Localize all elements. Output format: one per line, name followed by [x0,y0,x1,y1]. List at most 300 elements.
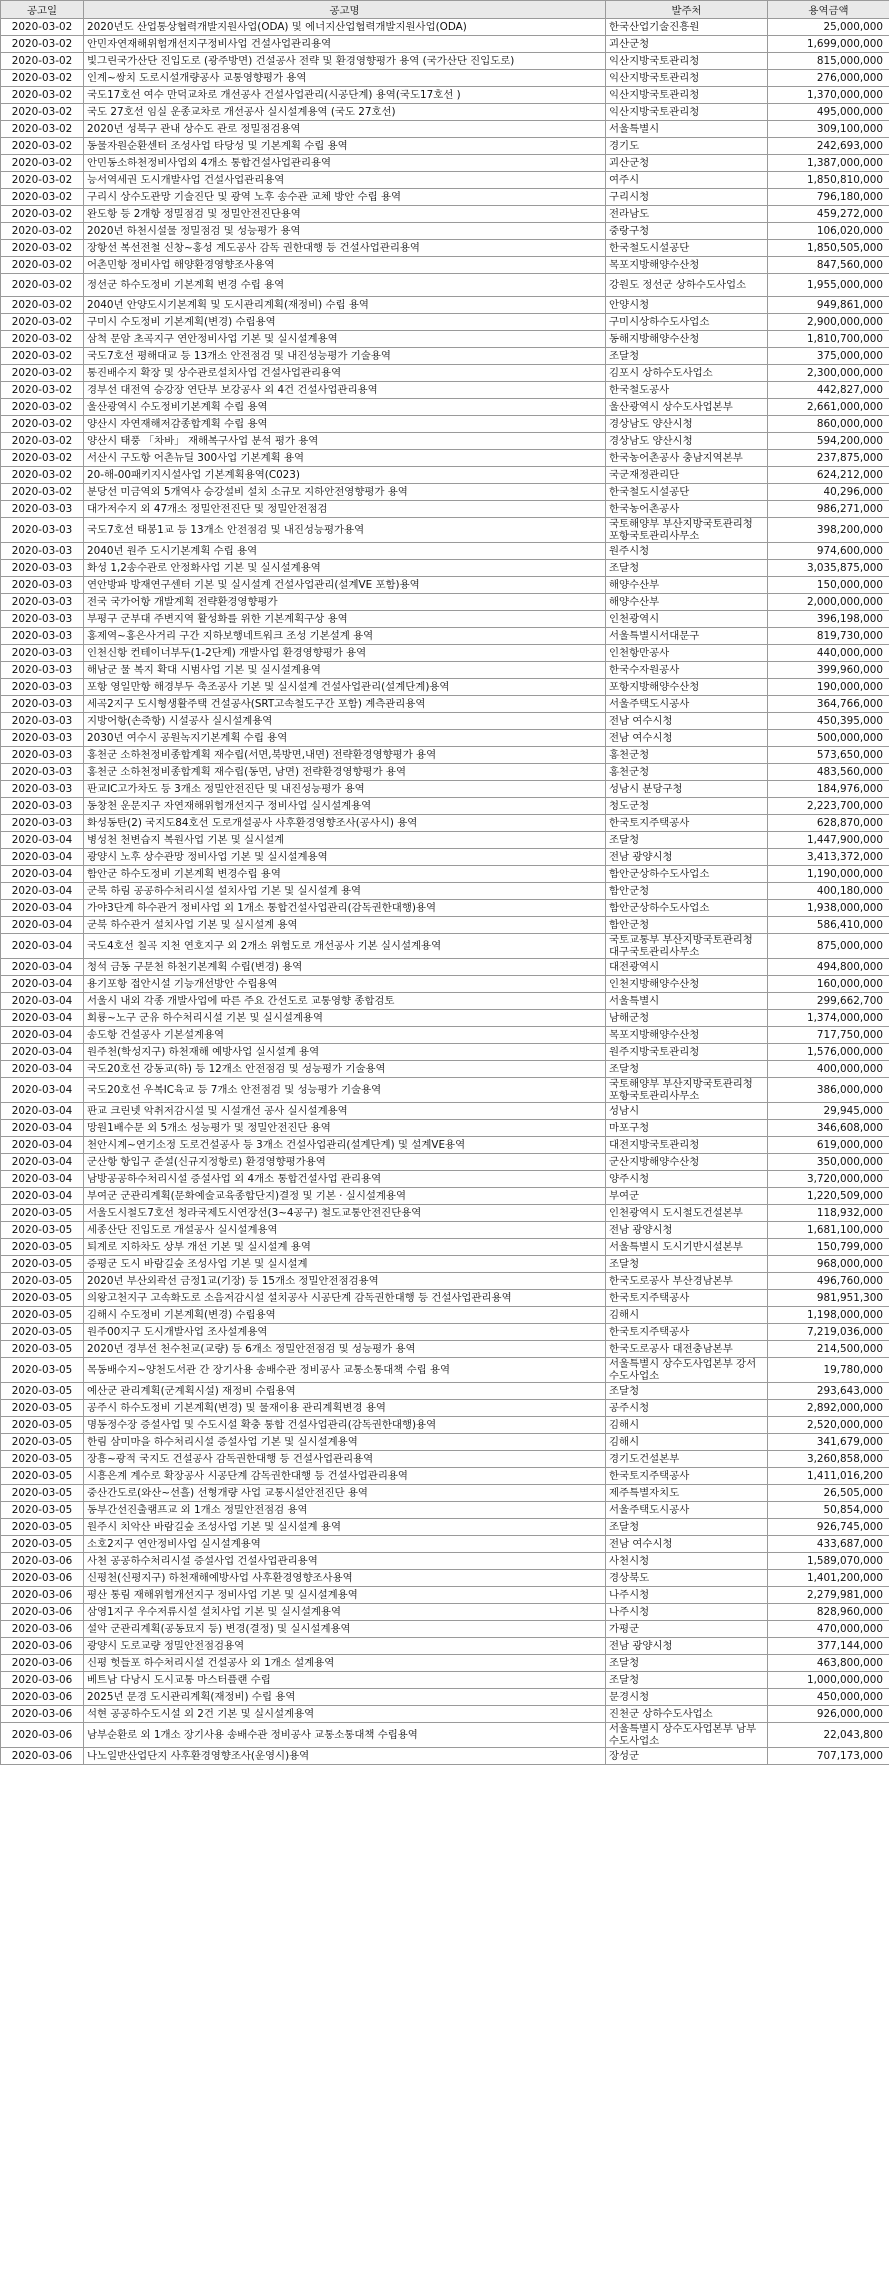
cell-title: 삼척 문암 초곡지구 연안정비사업 기본 및 실시설계용역 [84,331,606,348]
cell-title: 설악 군관리계획(공동묘지 등) 변경(결정) 및 실시설계용역 [84,1621,606,1638]
cell-client: 서울특별시 도시기반시설본부 [606,1239,768,1256]
table-row [1,19,889,36]
table-row [1,189,889,206]
table-row [1,1205,889,1222]
cell-date: 2020-03-05 [1,1256,84,1273]
cell-amount: 1,850,810,000 [768,172,889,189]
cell-title: 전국 국가어항 개발계획 전략환경영향평가 [84,594,606,611]
table-row [1,501,889,518]
cell-date: 2020-03-04 [1,959,84,976]
table-row [1,849,889,866]
cell-date: 2020-03-02 [1,206,84,223]
cell-client: 조달청 [606,1383,768,1400]
cell-amount: 495,000,000 [768,104,889,121]
table-row [1,1010,889,1027]
cell-title: 세곡2지구 도시형생활주택 건설공사(SRT고속철도구간 포함) 계측관리용역 [84,696,606,713]
cell-client: 조달청 [606,1655,768,1672]
cell-amount: 847,560,000 [768,257,889,274]
header-client: 발주처 [606,1,768,19]
cell-client: 원주지방국토관리청 [606,1044,768,1061]
table-row [1,1434,889,1451]
cell-amount: 450,395,000 [768,713,889,730]
cell-title: 부평구 군부대 주변지역 활성화를 위한 기본계획구상 용역 [84,611,606,628]
cell-date: 2020-03-06 [1,1587,84,1604]
cell-date: 2020-03-04 [1,866,84,883]
cell-title: 20-해-00패키지시설사업 기본계획용역(C023) [84,467,606,484]
cell-amount: 3,413,372,000 [768,849,889,866]
cell-date: 2020-03-02 [1,138,84,155]
cell-amount: 276,000,000 [768,70,889,87]
table-row [1,976,889,993]
cell-client: 원주시청 [606,543,768,560]
table-row [1,467,889,484]
cell-title: 장항선 복선전철 신창~홍성 계도공사 감독 권한대행 등 건설사업관리용역 [84,240,606,257]
cell-amount: 309,100,000 [768,121,889,138]
table-row [1,798,889,815]
cell-title: 동물자원순환센터 조성사업 타당성 및 기본계획 수립 용역 [84,138,606,155]
cell-date: 2020-03-04 [1,1171,84,1188]
cell-client: 대전지방국토관리청 [606,1137,768,1154]
cell-title: 홍천군 소하천정비종합계획 재수립(동면, 남면) 전략환경영향평가 용역 [84,764,606,781]
cell-date: 2020-03-02 [1,70,84,87]
cell-date: 2020-03-02 [1,172,84,189]
cell-client: 구미시상하수도사업소 [606,314,768,331]
cell-amount: 974,600,000 [768,543,889,560]
cell-date: 2020-03-03 [1,696,84,713]
cell-title: 연안방파 방재연구센터 기본 및 실시설계 건설사업관리(설계VE 포함)용역 [84,577,606,594]
cell-title: 회룡~노구 군유 하수처리시설 기본 및 실시설계용역 [84,1010,606,1027]
cell-date: 2020-03-05 [1,1205,84,1222]
cell-amount: 707,173,000 [768,1748,889,1765]
cell-amount: 1,220,509,000 [768,1188,889,1205]
cell-title: 한림 삼미마을 하수처리시설 증설사업 기본 및 실시설계용역 [84,1434,606,1451]
cell-amount: 160,000,000 [768,976,889,993]
cell-date: 2020-03-03 [1,764,84,781]
table-row [1,679,889,696]
table-row [1,155,889,172]
cell-title: 화성동탄(2) 국지도84호선 도로개설공사 사후환경영향조사(공사시) 용역 [84,815,606,832]
cell-client: 서울특별시 [606,121,768,138]
cell-title: 남방공공하수처리시설 증설사업 외 4개소 통합건설사업 관리용역 [84,1171,606,1188]
cell-title: 세종산단 진입도로 개설공사 실시설계용역 [84,1222,606,1239]
cell-title: 구미시 수도정비 기본계획(변경) 수립용역 [84,314,606,331]
table-row [1,121,889,138]
cell-amount: 1,401,200,000 [768,1570,889,1587]
cell-amount: 1,955,000,000 [768,274,889,297]
cell-amount: 1,447,900,000 [768,832,889,849]
cell-title: 평산 통림 재해위험개선지구 정비사업 기본 및 실시설계용역 [84,1587,606,1604]
cell-client: 전남 여수시청 [606,730,768,747]
table-row [1,399,889,416]
cell-date: 2020-03-02 [1,416,84,433]
cell-title: 지방어항(손죽항) 시설공사 실시설계용역 [84,713,606,730]
cell-client: 한국철도시설공단 [606,484,768,501]
cell-client: 괴산군청 [606,36,768,53]
cell-title: 군북 하림 공공하수처리시설 설치사업 기본 및 실시설계 용역 [84,883,606,900]
cell-amount: 586,410,000 [768,917,889,934]
cell-title: 신평천(신평지구) 하천재해예방사업 사후환경영향조사용역 [84,1570,606,1587]
cell-amount: 350,000,000 [768,1154,889,1171]
cell-date: 2020-03-03 [1,713,84,730]
cell-date: 2020-03-02 [1,240,84,257]
cell-client: 서울주택도시공사 [606,696,768,713]
table-row [1,1188,889,1205]
header-title: 공고명 [84,1,606,19]
cell-date: 2020-03-02 [1,155,84,172]
cell-client: 한국도로공사 대전충남본부 [606,1341,768,1358]
cell-amount: 386,000,000 [768,1078,889,1103]
table-row [1,1341,889,1358]
cell-title: 홍제역~홍은사거리 구간 지하보행네트워크 조성 기본설계 용역 [84,628,606,645]
cell-title: 2030년 여수시 공원녹지기본계획 수립 용역 [84,730,606,747]
cell-date: 2020-03-04 [1,832,84,849]
cell-date: 2020-03-05 [1,1222,84,1239]
cell-date: 2020-03-05 [1,1290,84,1307]
table-row [1,1103,889,1120]
cell-amount: 1,000,000,000 [768,1672,889,1689]
table-row [1,1723,889,1748]
cell-date: 2020-03-02 [1,484,84,501]
cell-client: 한국수자원공사 [606,662,768,679]
cell-title: 서울시 내외 각종 개발사업에 따른 주요 간선도로 교통영향 종합검토 [84,993,606,1010]
cell-client: 인천광역시 [606,611,768,628]
cell-client: 여주시 [606,172,768,189]
cell-client: 목포지방해양수산청 [606,257,768,274]
table-row [1,1256,889,1273]
cell-amount: 3,260,858,000 [768,1451,889,1468]
cell-amount: 717,750,000 [768,1027,889,1044]
cell-amount: 375,000,000 [768,348,889,365]
cell-date: 2020-03-03 [1,730,84,747]
cell-amount: 364,766,000 [768,696,889,713]
header-row [1,1,889,19]
cell-client: 한국농어촌공사 [606,501,768,518]
cell-title: 국도17호선 여수 만덕교차로 개선공사 건설사업관리(시공단계) 용역(국도17호선 ) [84,87,606,104]
cell-date: 2020-03-05 [1,1519,84,1536]
cell-title: 김해시 수도정비 기본계획(변경) 수립용역 [84,1307,606,1324]
table-row [1,1239,889,1256]
cell-date: 2020-03-03 [1,628,84,645]
cell-date: 2020-03-02 [1,467,84,484]
cell-client: 군산지방해양수산청 [606,1154,768,1171]
cell-date: 2020-03-02 [1,399,84,416]
cell-date: 2020-03-05 [1,1536,84,1553]
cell-title: 2020년 부산외곽선 금정1교(기장) 등 15개소 정밀안전점검용역 [84,1273,606,1290]
table-row [1,815,889,832]
cell-date: 2020-03-03 [1,781,84,798]
cell-title: 2020년도 산업통상협력개발지원사업(ODA) 및 에너지산업협력개발지원사업(ODA) [84,19,606,36]
cell-client: 인천항만공사 [606,645,768,662]
cell-date: 2020-03-02 [1,104,84,121]
cell-client: 남해군청 [606,1010,768,1027]
cell-amount: 628,870,000 [768,815,889,832]
cell-date: 2020-03-06 [1,1723,84,1748]
cell-title: 국도 27호선 임실 운종교차로 개선공사 실시설계용역 (국도 27호선) [84,104,606,121]
cell-date: 2020-03-05 [1,1434,84,1451]
cell-amount: 442,827,000 [768,382,889,399]
table-row [1,70,889,87]
cell-title: 부여군 군관리계획(문화예술교육종합단지)결정 및 기본 · 실시설계용역 [84,1188,606,1205]
table-row [1,104,889,121]
cell-client: 경상남도 양산시청 [606,416,768,433]
cell-client: 조달청 [606,348,768,365]
table-row [1,900,889,917]
cell-date: 2020-03-04 [1,1103,84,1120]
cell-title: 해남군 물 복지 확대 시범사업 기본 및 실시설계용역 [84,662,606,679]
cell-amount: 1,850,505,000 [768,240,889,257]
cell-amount: 494,800,000 [768,959,889,976]
cell-date: 2020-03-03 [1,560,84,577]
cell-title: 국도7호선 평해대교 등 13개소 안전점검 및 내진성능평가 기술용역 [84,348,606,365]
table-row [1,1061,889,1078]
cell-title: 광양시 도로교량 정밀안전점검용역 [84,1638,606,1655]
cell-title: 포항 영일만항 해경부두 축조공사 기본 및 실시설계 건설사업관리(설계단계)용역 [84,679,606,696]
cell-title: 울산광역시 수도정비기본계획 수립 용역 [84,399,606,416]
cell-amount: 1,938,000,000 [768,900,889,917]
cell-client: 김해시 [606,1307,768,1324]
cell-amount: 19,780,000 [768,1358,889,1383]
cell-title: 시흥은계 계수로 확장공사 시공단계 감독권한대행 등 건설사업관리용역 [84,1468,606,1485]
cell-amount: 2,000,000,000 [768,594,889,611]
table-row [1,611,889,628]
cell-date: 2020-03-04 [1,934,84,959]
cell-date: 2020-03-04 [1,1154,84,1171]
table-row [1,560,889,577]
cell-date: 2020-03-04 [1,849,84,866]
table-row [1,1358,889,1383]
table-row [1,713,889,730]
table-row [1,1748,889,1765]
cell-client: 해양수산부 [606,577,768,594]
table-row [1,696,889,713]
cell-client: 국토해양부 부산지방국토관리청 포항국토관리사무소 [606,1078,768,1103]
cell-date: 2020-03-02 [1,274,84,297]
cell-date: 2020-03-06 [1,1604,84,1621]
cell-amount: 118,932,000 [768,1205,889,1222]
cell-title: 인천신항 컨테이너부두(1-2단계) 개발사업 환경영향평가 용역 [84,645,606,662]
cell-client: 강원도 정선군 상하수도사업소 [606,274,768,297]
cell-title: 홍천군 소하천정비종합계획 재수립(서면,북방면,내면) 전략환경영향평가 용역 [84,747,606,764]
cell-date: 2020-03-03 [1,543,84,560]
cell-date: 2020-03-03 [1,815,84,832]
cell-date: 2020-03-05 [1,1502,84,1519]
cell-title: 사천 공공하수처리시설 증설사업 건설사업관리용역 [84,1553,606,1570]
cell-amount: 459,272,000 [768,206,889,223]
cell-amount: 190,000,000 [768,679,889,696]
cell-amount: 483,560,000 [768,764,889,781]
cell-title: 어촌민항 정비사업 해양환경영향조사용역 [84,257,606,274]
cell-client: 동해지방해양수산청 [606,331,768,348]
cell-title: 화성 1,2송수관로 안정화사업 기본 및 실시설계용역 [84,560,606,577]
table-row [1,1519,889,1536]
cell-date: 2020-03-06 [1,1553,84,1570]
cell-client: 익산지방국토관리청 [606,87,768,104]
cell-amount: 1,411,016,200 [768,1468,889,1485]
table-row [1,365,889,382]
table-row [1,1137,889,1154]
cell-amount: 2,900,000,000 [768,314,889,331]
cell-client: 국토해양부 부산지방국토관리청 포항국토관리사무소 [606,518,768,543]
cell-date: 2020-03-04 [1,1078,84,1103]
cell-title: 서산시 구도항 어촌뉴딜 300사업 기본계획 용역 [84,450,606,467]
cell-client: 경기도 [606,138,768,155]
cell-amount: 7,219,036,000 [768,1324,889,1341]
cell-title: 청석 금동 구문천 하천기본계획 수립(변경) 용역 [84,959,606,976]
cell-client: 서울특별시 상수도사업본부 남부수도사업소 [606,1723,768,1748]
cell-title: 2040년 안양도시기본계획 및 도시관리계획(재정비) 수립 용역 [84,297,606,314]
cell-title: 인계~쌍치 도로시설개량공사 교통영향평가 용역 [84,70,606,87]
cell-amount: 184,976,000 [768,781,889,798]
cell-amount: 926,000,000 [768,1706,889,1723]
cell-client: 경기도건설본부 [606,1451,768,1468]
cell-amount: 237,875,000 [768,450,889,467]
cell-amount: 819,730,000 [768,628,889,645]
cell-title: 베트남 다낭시 도시교통 마스터플랜 수립 [84,1672,606,1689]
table-row [1,1689,889,1706]
cell-title: 2025년 문경 도시관리계획(재정비) 수립 용역 [84,1689,606,1706]
cell-date: 2020-03-04 [1,1044,84,1061]
cell-amount: 463,800,000 [768,1655,889,1672]
cell-date: 2020-03-06 [1,1672,84,1689]
cell-date: 2020-03-02 [1,450,84,467]
cell-amount: 440,000,000 [768,645,889,662]
cell-amount: 399,960,000 [768,662,889,679]
cell-title: 국도7호선 태봉1교 등 13개소 안전점검 및 내진성능평가용역 [84,518,606,543]
cell-client: 한국농어촌공사 충남지역본부 [606,450,768,467]
cell-date: 2020-03-02 [1,223,84,240]
cell-title: 가야3단계 하수관거 정비사업 외 1개소 통합건설사업관리(감독권한대행)용역 [84,900,606,917]
table-row [1,1655,889,1672]
table-row [1,594,889,611]
cell-client: 해양수산부 [606,594,768,611]
table-row [1,1485,889,1502]
table-row [1,1553,889,1570]
table-row [1,883,889,900]
cell-date: 2020-03-06 [1,1570,84,1587]
cell-title: 망원1배수문 외 5개소 성능평가 및 정밀안전진단 용역 [84,1120,606,1137]
cell-title: 목동배수지~양천도서관 간 장기사용 송배수관 정비공사 교통소통대책 수립 용역 [84,1358,606,1383]
table-row [1,934,889,959]
cell-date: 2020-03-02 [1,189,84,206]
cell-amount: 2,279,981,000 [768,1587,889,1604]
cell-title: 장흥~광적 국지도 건설공사 감독권한대행 등 건설사업관리용역 [84,1451,606,1468]
cell-client: 공주시청 [606,1400,768,1417]
cell-title: 완도항 등 2개항 정밀점검 및 정밀안전진단용역 [84,206,606,223]
cell-client: 전남 광양시청 [606,849,768,866]
cell-amount: 981,951,300 [768,1290,889,1307]
cell-client: 진천군 상하수도사업소 [606,1706,768,1723]
cell-title: 의왕고천지구 고속화도로 소음저감시설 설치공사 시공단계 감독권한대행 등 건설사업관리용역 [84,1290,606,1307]
table-row [1,297,889,314]
table-row [1,781,889,798]
table-row [1,450,889,467]
cell-title: 송도항 건설공사 기본설계용역 [84,1027,606,1044]
cell-amount: 1,576,000,000 [768,1044,889,1061]
cell-amount: 106,020,000 [768,223,889,240]
table-row [1,1587,889,1604]
cell-amount: 50,854,000 [768,1502,889,1519]
cell-title: 빛그린국가산단 진입도로 (광주방면) 건설공사 전략 및 환경영향평가 용역 (국가산단 진입도로) [84,53,606,70]
cell-client: 전남 광양시청 [606,1638,768,1655]
cell-date: 2020-03-02 [1,53,84,70]
cell-client: 한국토지주택공사 [606,1324,768,1341]
cell-date: 2020-03-03 [1,662,84,679]
table-row [1,223,889,240]
cell-client: 함안군상하수도사업소 [606,866,768,883]
cell-date: 2020-03-05 [1,1341,84,1358]
cell-client: 포항지방해양수산청 [606,679,768,696]
table-row [1,747,889,764]
cell-title: 함안군 하수도정비 기본계획 변경수립 용역 [84,866,606,883]
cell-date: 2020-03-04 [1,1188,84,1205]
cell-date: 2020-03-04 [1,1061,84,1078]
cell-amount: 496,760,000 [768,1273,889,1290]
cell-client: 울산광역시 상수도사업본부 [606,399,768,416]
table-row [1,1502,889,1519]
cell-amount: 1,681,100,000 [768,1222,889,1239]
table-row [1,87,889,104]
cell-title: 양산시 자연재해저감종합계획 수립 용역 [84,416,606,433]
table-row [1,53,889,70]
table-row [1,1290,889,1307]
cell-title: 남부순환로 외 1개소 장기사용 송배수관 정비공사 교통소통대책 수립용역 [84,1723,606,1748]
cell-title: 예산군 관리계획(군계획시설) 재정비 수립용역 [84,1383,606,1400]
cell-client: 함안군청 [606,917,768,934]
cell-amount: 2,300,000,000 [768,365,889,382]
cell-title: 원주시 치악산 바람길숲 조성사업 기본 및 실시설계 용역 [84,1519,606,1536]
cell-client: 김포시 상하수도사업소 [606,365,768,382]
cell-title: 판교 크린넷 악취저감시설 및 시설개선 공사 실시설계용역 [84,1103,606,1120]
cell-title: 양산시 태풍 「차바」 재해복구사업 분석 평가 용역 [84,433,606,450]
cell-date: 2020-03-02 [1,36,84,53]
table-row [1,832,889,849]
table-row [1,1417,889,1434]
cell-amount: 377,144,000 [768,1638,889,1655]
cell-client: 김해시 [606,1417,768,1434]
cell-date: 2020-03-03 [1,594,84,611]
cell-date: 2020-03-03 [1,577,84,594]
cell-date: 2020-03-02 [1,331,84,348]
cell-amount: 29,945,000 [768,1103,889,1120]
cell-client: 안양시청 [606,297,768,314]
cell-amount: 40,296,000 [768,484,889,501]
cell-title: 천안시계~연기소정 도로건설공사 등 3개소 건설사업관리(설계단계) 및 설계VE용역 [84,1137,606,1154]
cell-title: 서울도시철도7호선 청라국제도시연장선(3~4공구) 철도교통안전진단용역 [84,1205,606,1222]
cell-client: 함안군상하수도사업소 [606,900,768,917]
cell-client: 나주시청 [606,1604,768,1621]
cell-amount: 500,000,000 [768,730,889,747]
table-row [1,1120,889,1137]
cell-date: 2020-03-02 [1,382,84,399]
cell-title: 증평군 도시 바람길숲 조성사업 기본 및 실시설계 [84,1256,606,1273]
cell-amount: 1,198,000,000 [768,1307,889,1324]
cell-amount: 346,608,000 [768,1120,889,1137]
cell-title: 국도20호선 우복IC육교 등 7개소 안전점검 및 성능평가 기술용역 [84,1078,606,1103]
cell-client: 인천광역시 도시철도건설본부 [606,1205,768,1222]
cell-client: 서울특별시 [606,993,768,1010]
cell-amount: 242,693,000 [768,138,889,155]
cell-title: 나노일반산업단지 사후환경영향조사(운영시)용역 [84,1748,606,1765]
cell-date: 2020-03-05 [1,1307,84,1324]
cell-title: 병성천 천변습지 복원사업 기본 및 실시설계 [84,832,606,849]
cell-amount: 398,200,000 [768,518,889,543]
cell-title: 삼영1지구 우수저류시설 설치사업 기본 및 실시설계용역 [84,1604,606,1621]
cell-client: 한국도로공사 부산경남본부 [606,1273,768,1290]
cell-client: 장성군 [606,1748,768,1765]
table-row [1,1706,889,1723]
cell-date: 2020-03-05 [1,1400,84,1417]
cell-client: 청도군청 [606,798,768,815]
